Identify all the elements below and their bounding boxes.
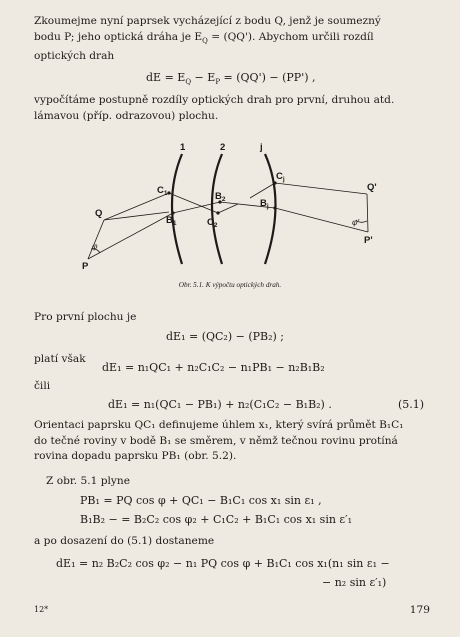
para6-line-3: rovina dopadu paprsku PB₁ (obr. 5.2).: [34, 450, 237, 463]
equation-dE1-final-line-2: − n₂ sin ε′₁): [322, 576, 387, 589]
label-surface-j: j: [260, 142, 263, 153]
surface-2-arc: [212, 154, 222, 264]
figure-caption: Obr. 5.1. K výpočtu optických drah.: [178, 281, 282, 289]
label-C2: $C_2$: [207, 217, 218, 229]
label-P-prime: P': [364, 235, 373, 246]
signature-mark: 12*: [34, 605, 49, 614]
label-C1: $C_1$: [157, 185, 168, 197]
para2-line-2: lámavou (příp. odrazovou) plochu.: [34, 109, 219, 122]
label-P: P: [82, 261, 89, 272]
label-Q-prime: Q': [367, 182, 377, 193]
label-Cj: $C_j$: [276, 171, 285, 183]
equation-dE1-final-line-1: dE₁ = n₂ B₂C₂ cos φ₂ − n₁ PQ cos φ + B₁C₁ cos x₁(n₁ sin ε₁ −: [56, 557, 390, 570]
equation-dE1-definition: dE₁ = (QC₂) − (PB₂) ;: [166, 330, 285, 343]
label-phi-prime: φ': [352, 217, 360, 227]
paragraph-8: a po dosazení do (5.1) dostaneme: [34, 535, 215, 547]
paragraph-5: čili: [34, 380, 51, 392]
equation-5-1: dE₁ = n₁(QC₁ − PB₁) + n₂(C₁C₂ − B₁B₂) .: [108, 398, 332, 411]
equation-PB1: PB₁ = PQ cos φ + QC₁ − B₁C₁ cos x₁ sin ε₁ ,: [80, 494, 322, 507]
intro-line-1: Zkoumejme nyní paprsek vycházející z bodu Q, jenž je soumezný: [34, 15, 381, 27]
para2-line-1: vypočítáme postupně rozdíly optických drah pro první, druhou atd.: [34, 94, 395, 106]
para6-line-1: Orientaci paprsku QC₁ definujeme úhlem x₁, který svírá průmět B₁C₁: [34, 419, 404, 431]
equation-path-difference: dE = $E_Q - E_P = (QQ') - (PP')$ ,: [146, 71, 316, 87]
label-B2: $B_2$: [215, 191, 226, 203]
label-phi: φ: [92, 241, 98, 251]
para6-line-2: do tečné roviny v bodě B₁ se směrem, v němž tečnou rovinu protíná: [34, 434, 398, 447]
label-B1: $B_1$: [166, 215, 177, 227]
equation-B1B2: B₁B₂ − = B₂C₂ cos φ₂ + C₁C₂ + B₁C₁ cos x₁ sin ε′₁: [80, 513, 353, 526]
paragraph-4: platí však: [34, 353, 86, 365]
intro-line-2: bodu P; jeho optická dráha je $E_Q = (QQ')$. Abychom určili rozdíl: [34, 30, 374, 45]
label-Bj: $B_j$: [260, 198, 269, 210]
intro-line-3: optických drah: [34, 50, 115, 63]
equation-number-5-1: (5.1): [398, 398, 425, 411]
paragraph-7: Z obr. 5.1 plyne: [46, 475, 130, 487]
label-surface-1: 1: [180, 142, 186, 153]
figure-5-1: [70, 136, 400, 278]
surface-1-arc: [172, 154, 182, 264]
intro-paragraph: [34, 14, 430, 65]
label-Q: Q: [95, 208, 103, 219]
page-number: 179: [409, 604, 430, 616]
paragraph-3: Pro první plochu je: [34, 311, 137, 323]
label-surface-2: 2: [220, 142, 226, 153]
equation-dE1-expanded: dE₁ = n₁QC₁ + n₂C₁C₂ − n₁PB₁ − n₂B₁B₂: [102, 361, 325, 374]
paragraph-6: [34, 418, 430, 465]
paragraph-2: [34, 93, 430, 124]
